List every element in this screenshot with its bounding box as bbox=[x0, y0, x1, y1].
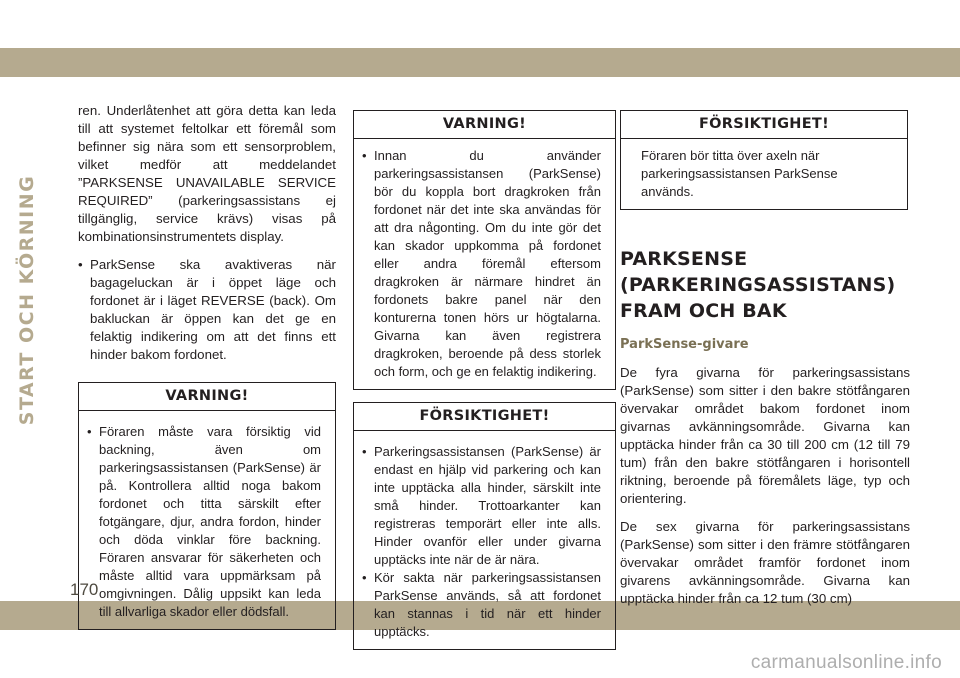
caution-title: FÖRSIKTIGHET! bbox=[354, 403, 615, 431]
bullet-icon: • bbox=[362, 444, 367, 459]
column-3 bbox=[620, 110, 910, 618]
warning-bullet: • Föraren måste vara försiktig vid backning, även om parkeringsassistansen (ParkSense) är på. Kontrollera alltid noga bakom fordonet och titta särskilt efter fotgängare, djur, andra fordon, hinder och döda vinklar före backning. Föraren ansvarar för säkerheten och måste alltid vara uppmärksam på omgivningen. Dålig uppsikt kan leda till allvarliga skador eller dödsfall. bbox=[87, 424, 321, 619]
bullet-item: • ParkSense ska avaktiveras när bagageluckan är i öppet läge och fordonet är i läget REVERSE (back). Om bakluckan är öppen kan det ge en felaktig indikering om att det finns ett hinder bakom fordonet. bbox=[78, 257, 336, 362]
warning-bullet: • Innan du använder parkeringsassistansen (ParkSense) bör du koppla bort dragkroken från fordonet när det inte ska användas för att dra någonting. Om du inte gör det kan skador uppkomma på fordonet eller andra föremål eftersom dragkroken är närmare hindret än fordonets bakre panel när den konturerna tonen hörs ur högtalarna. Givarna kan även registrera dragkroken, beroende på dess storlek och form, och ge en felaktig indikering. bbox=[362, 148, 601, 379]
caution-text: Föraren bör titta över axeln när parkeringsassistansen ParkSense används. bbox=[641, 148, 838, 199]
bullet-icon: • bbox=[87, 424, 92, 439]
watermark: carmanualsonline.info bbox=[750, 652, 942, 673]
paragraph: De fyra givarna för parkeringsassistans (ParkSense) som sitter i den bakre stötfångaren övervakar området bakom fordonet inom givarnas avkänningsområde. Givarna kan upptäcka hinder från ca 30 till 200 cm (12 till 79 tum) från den bakre stötfångaren i horisontell riktning, beroende på föremålets läge, typ och orientering. bbox=[620, 365, 910, 506]
paragraph: De sex givarna för parkeringsassistans (ParkSense) som sitter i den främre stötfångaren övervakar området framför fordonet inom givarens avkänningsområde. Givarna kan upptäcka hinder från ca 12 tum (30 cm) bbox=[620, 519, 910, 606]
warning-box bbox=[78, 382, 336, 630]
sub-title: ParkSense-givare bbox=[620, 337, 749, 352]
paragraph: ren. Underlåtenhet att göra detta kan leda till att systemet feltolkar ett föremål som befinner sig nära som ett sensorproblem, vilket medför att meddelandet ”PARKSENSE UNAVAILABLE SERVICE REQUIRED” (parkeringsassistans ej tillgänglig, service krävs) visas på kombinationsinstrumentets display. bbox=[78, 103, 336, 244]
caution-box bbox=[620, 110, 908, 210]
column-2 bbox=[353, 110, 616, 650]
page-number: 170 bbox=[70, 580, 99, 599]
caution-bullet: • Parkeringsassistansen (ParkSense) är endast en hjälp vid parkering och kan inte upptäcka alla hinder, särskilt inte små hinder. Trottoarkanter kan registreras temporärt eller inte alls. Hinder ovanför eller under givarna upptäcks inte när de är nära. bbox=[362, 444, 601, 567]
top-band bbox=[0, 48, 960, 77]
caution-box bbox=[353, 402, 616, 650]
section-title: PARKSENSE (PARKERINGSASSISTANS) FRAM OCH BAK bbox=[620, 248, 896, 322]
column-1 bbox=[78, 102, 336, 630]
caution-title: FÖRSIKTIGHET! bbox=[621, 111, 907, 139]
bullet-icon: • bbox=[362, 148, 367, 163]
warning-title: VARNING! bbox=[79, 383, 335, 411]
bullet-icon: • bbox=[78, 257, 83, 272]
bullet-icon: • bbox=[362, 570, 367, 585]
warning-title: VARNING! bbox=[354, 111, 615, 139]
warning-box bbox=[353, 110, 616, 390]
caution-bullet: • Kör sakta när parkeringsassistansen ParkSense används, så att fordonet kan stannas i tid när ett hinder upptäcks. bbox=[362, 570, 601, 639]
